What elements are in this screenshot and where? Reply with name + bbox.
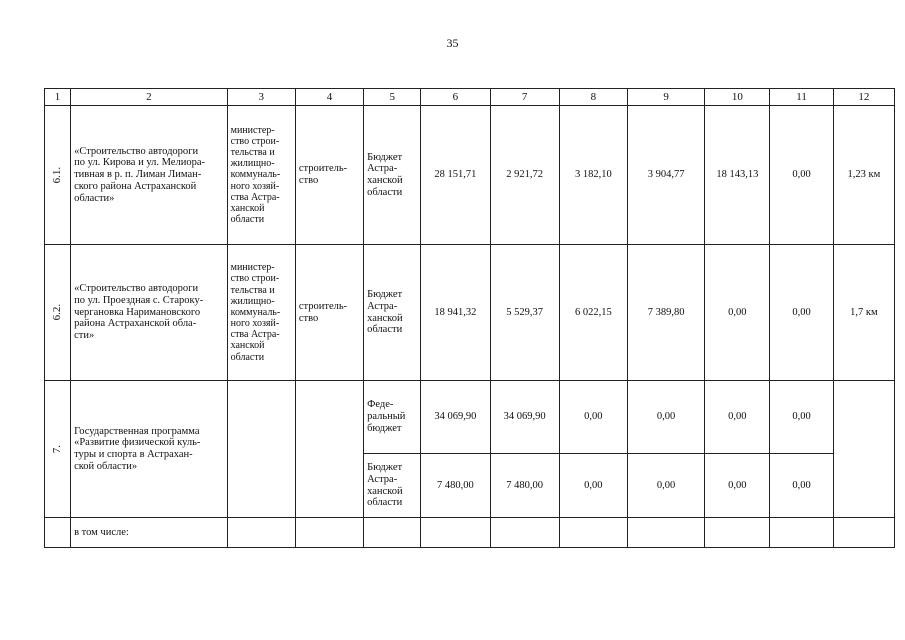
funding-source-cell: Бюджет Астра- ханской области: [364, 106, 421, 245]
column-header: 9: [627, 89, 704, 106]
column-header: 8: [559, 89, 627, 106]
value-cell: 7 389,80: [627, 245, 704, 381]
value-cell: 7 480,00: [421, 454, 490, 518]
work-type-cell: [295, 381, 363, 518]
value-cell: 6 022,15: [559, 245, 627, 381]
value-cell: 18 143,13: [705, 106, 770, 245]
empty-cell: [421, 518, 490, 548]
value-cell: 0,00: [627, 381, 704, 454]
project-name-cell: «Строительство автодороги по ул. Проездная с. Староку- чергановка Наримановского района Астраханской обла- сти»: [71, 245, 228, 381]
result-cell: [833, 381, 894, 518]
budget-table: [44, 88, 895, 548]
responsible-org-cell: [227, 381, 295, 518]
column-header: 3: [227, 89, 295, 106]
work-type-cell: строитель- ство: [295, 106, 363, 245]
value-cell: 0,00: [770, 454, 833, 518]
project-name-cell: «Строительство автодороги по ул. Кирова и ул. Мелиора- тивная в р. п. Лиман Лиман- ского района Астраханской области»: [71, 106, 228, 245]
table-row: [45, 518, 895, 548]
program-name-cell: Государственная программа «Развитие физической куль- туры и спорта в Астрахан- ской области»: [71, 381, 228, 518]
table-row: [45, 106, 895, 245]
table-row: [45, 381, 895, 454]
value-cell: 7 480,00: [490, 454, 559, 518]
value-cell: 0,00: [770, 245, 833, 381]
table-header-row: [45, 89, 895, 106]
value-cell: 28 151,71: [421, 106, 490, 245]
column-header: 11: [770, 89, 833, 106]
value-cell: 34 069,90: [421, 381, 490, 454]
row-number: 6.1.: [51, 166, 64, 184]
value-cell: 0,00: [770, 381, 833, 454]
work-type-cell: строитель- ство: [295, 245, 363, 381]
funding-source-cell: Феде- ральный бюджет: [364, 381, 421, 454]
responsible-org-cell: министер- ство строи- тельства и жилищно- коммуналь- ного хозяй- ства Астра- ханской области: [227, 245, 295, 381]
result-cell: 1,7 км: [833, 245, 894, 381]
page-number: 35: [446, 36, 459, 50]
value-cell: 0,00: [705, 381, 770, 454]
empty-cell: [227, 518, 295, 548]
value-cell: 3 182,10: [559, 106, 627, 245]
column-header: 2: [71, 89, 228, 106]
empty-cell: [770, 518, 833, 548]
empty-cell: [45, 518, 71, 548]
value-cell: 3 904,77: [627, 106, 704, 245]
value-cell: 34 069,90: [490, 381, 559, 454]
funding-source-cell: Бюджет Астра- ханской области: [364, 454, 421, 518]
value-cell: 5 529,37: [490, 245, 559, 381]
responsible-org-cell: министер- ство строи- тельства и жилищно- коммуналь- ного хозяй- ства Астра- ханской области: [227, 106, 295, 245]
empty-cell: [705, 518, 770, 548]
column-header: 7: [490, 89, 559, 106]
value-cell: 0,00: [559, 454, 627, 518]
column-header: 4: [295, 89, 363, 106]
value-cell: 0,00: [705, 245, 770, 381]
table-row: [45, 245, 895, 381]
value-cell: 0,00: [770, 106, 833, 245]
empty-cell: [490, 518, 559, 548]
value-cell: 0,00: [559, 381, 627, 454]
empty-cell: [833, 518, 894, 548]
row-number-cell: [45, 381, 71, 518]
subtotal-label-cell: в том числе:: [71, 518, 228, 548]
value-cell: 18 941,32: [421, 245, 490, 381]
value-cell: 2 921,72: [490, 106, 559, 245]
column-header: 6: [421, 89, 490, 106]
value-cell: 0,00: [705, 454, 770, 518]
empty-cell: [559, 518, 627, 548]
value-cell: 0,00: [627, 454, 704, 518]
column-header: 1: [45, 89, 71, 106]
row-number: 7.: [51, 444, 64, 453]
funding-source-cell: Бюджет Астра- ханской области: [364, 245, 421, 381]
empty-cell: [295, 518, 363, 548]
result-cell: 1,23 км: [833, 106, 894, 245]
column-header: 10: [705, 89, 770, 106]
row-number: 6.2.: [51, 304, 64, 321]
empty-cell: [627, 518, 704, 548]
empty-cell: [364, 518, 421, 548]
row-number-cell: [45, 106, 71, 245]
column-header: 12: [833, 89, 894, 106]
row-number-cell: [45, 245, 71, 381]
column-header: 5: [364, 89, 421, 106]
